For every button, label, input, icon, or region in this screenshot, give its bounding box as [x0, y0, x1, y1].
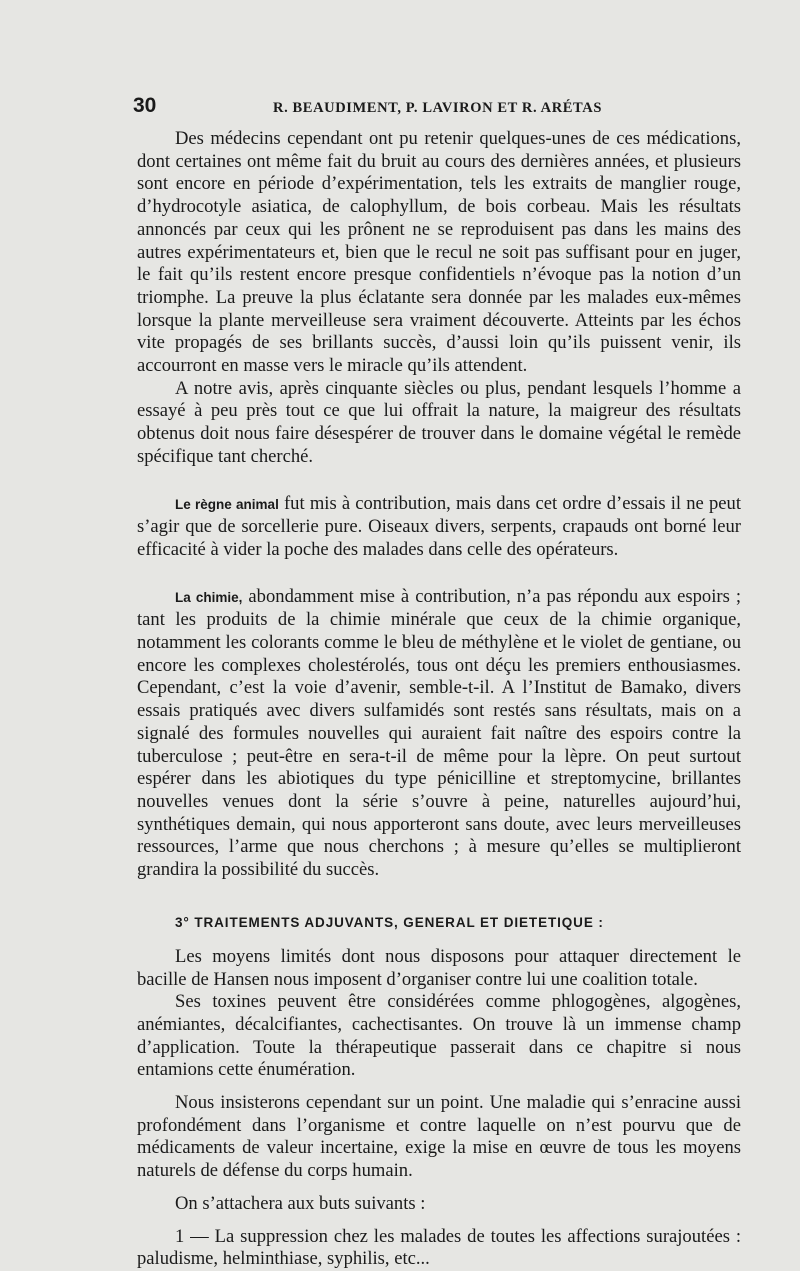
run-in-heading-chemistry: La chimie,: [175, 589, 243, 605]
paragraph-insist: Nous insisterons cependant sur un point. Une maladie qui s’enracine aussi profondément dans l’organisme et contre laquelle on n’est pourvu que de médicaments de valeur incertaine, exige la mise en œuvre de tous les moyens naturels de défense du corps humain.: [137, 1092, 741, 1182]
paragraph-chemistry: [137, 586, 741, 882]
page-header: [133, 94, 743, 120]
list-item-goal-1: 1 — La suppression chez les malades de toutes les affections surajoutées : paludisme, helminthiase, syphilis, etc...: [137, 1225, 741, 1270]
paragraph-animal-text: fut mis à contribution, mais dans cet ordre d’essais il ne peut s’agir que de sorcellerie pure. Oiseaux divers, serpents, crapauds ont borné leur efficacité à vider la poche des malades dans celle des opérateurs.: [137, 492, 741, 560]
paragraph-goals-intro: On s’attachera aux buts suivants :: [175, 1192, 426, 1214]
page-number: 30: [133, 94, 157, 117]
run-in-heading-animal: Le règne animal: [175, 496, 279, 512]
paragraph-our-opinion: A notre avis, après cinquante siècles ou plus, pendant lesquels l’homme a essayé à peu près tout ce que lui offrait la nature, la maigreur des résultats obtenus doit nous faire désespérer de trouver dans le domaine végétal le remède spécifique tant cherché.: [137, 377, 741, 467]
paragraph-limited-means: Les moyens limités dont nous disposons pour attaquer directement le bacille de Hansen nous imposent d’organiser contre lui une coalition totale.: [137, 945, 741, 990]
section-heading: 3° TRAITEMENTS ADJUVANTS, GENERAL ET DIETETIQUE :: [175, 914, 604, 930]
paragraph-toxins: Ses toxines peuvent être considérées comme phlogogènes, algogènes, anémiantes, décalcifiantes, cachectisantes. On trouve là un immense champ d’application. Toute la thérapeutique passerait dans ce chapitre si nous entamions cette énumération.: [137, 991, 741, 1081]
running-head: R. BEAUDIMENT, P. LAVIRON ET R. ARÉTAS: [273, 100, 602, 116]
paragraph-medicinal-plants: Des médecins cependant ont pu retenir quelques-unes de ces médications, dont certaines ont même fait du bruit au cours des dernières années, et plusieurs sont encore en période d’expérimentation, tels les extraits de manglier rouge, d’hydrocotyle asiatica, de calophyllum, de bois corbeau. Mais les résultats annoncés par ceux qui les prônent ne se reproduisent pas dans les mains des autres expérimentateurs et, bien que le recul ne soit pas suffisant pour en juger, le fait qu’ils restent encore presque confidentiels n’évoque pas la notion d’un triomphe. La preuve la plus éclatante sera donnée par les malades eux-mêmes lorsque la plante merveilleuse sera vraiment découverte. Atteints par les échos vite propagés de ses brillants succès, d’aussi loin qu’ils puissent venir, ils accourront en masse vers le miracle qu’ils attendent.: [137, 128, 741, 377]
paragraph-animal-kingdom: [137, 493, 741, 562]
paragraph-chemistry-text: abondamment mise à contribution, n’a pas répondu aux espoirs ; tant les produits de la chimie minérale que ceux de la chimie organique, notamment les colorants comme le bleu de méthylène et le violet de gentiane, ou encore les complexes cholestérolés, tous ont déçu les premiers enthousiasmes. Cependant, c’est la voie d’avenir, semble-t-il. A l’Institut de Bamako, divers essais pratiqués avec divers sulfamidés sont restés sans résultats, mais on a signalé des formules nouvelles qui auraient fait naître des espoirs contre la tuberculose ; peut-être en sera-t-il de même pour la lèpre. On peut surtout espérer dans les abiotiques du type pénicilline et streptomycine, brillantes nouvelles venues dont la série s’ouvre à peine, naturelles aujourd’hui, synthétiques demain, qui nous apporteront sans doute, avec leurs merveilleuses ressources, l’arme que nous cherchons ; à mesure qu’elles se multiplieront grandira la possibilité du succès.: [137, 585, 741, 881]
body-text: [137, 128, 741, 1271]
